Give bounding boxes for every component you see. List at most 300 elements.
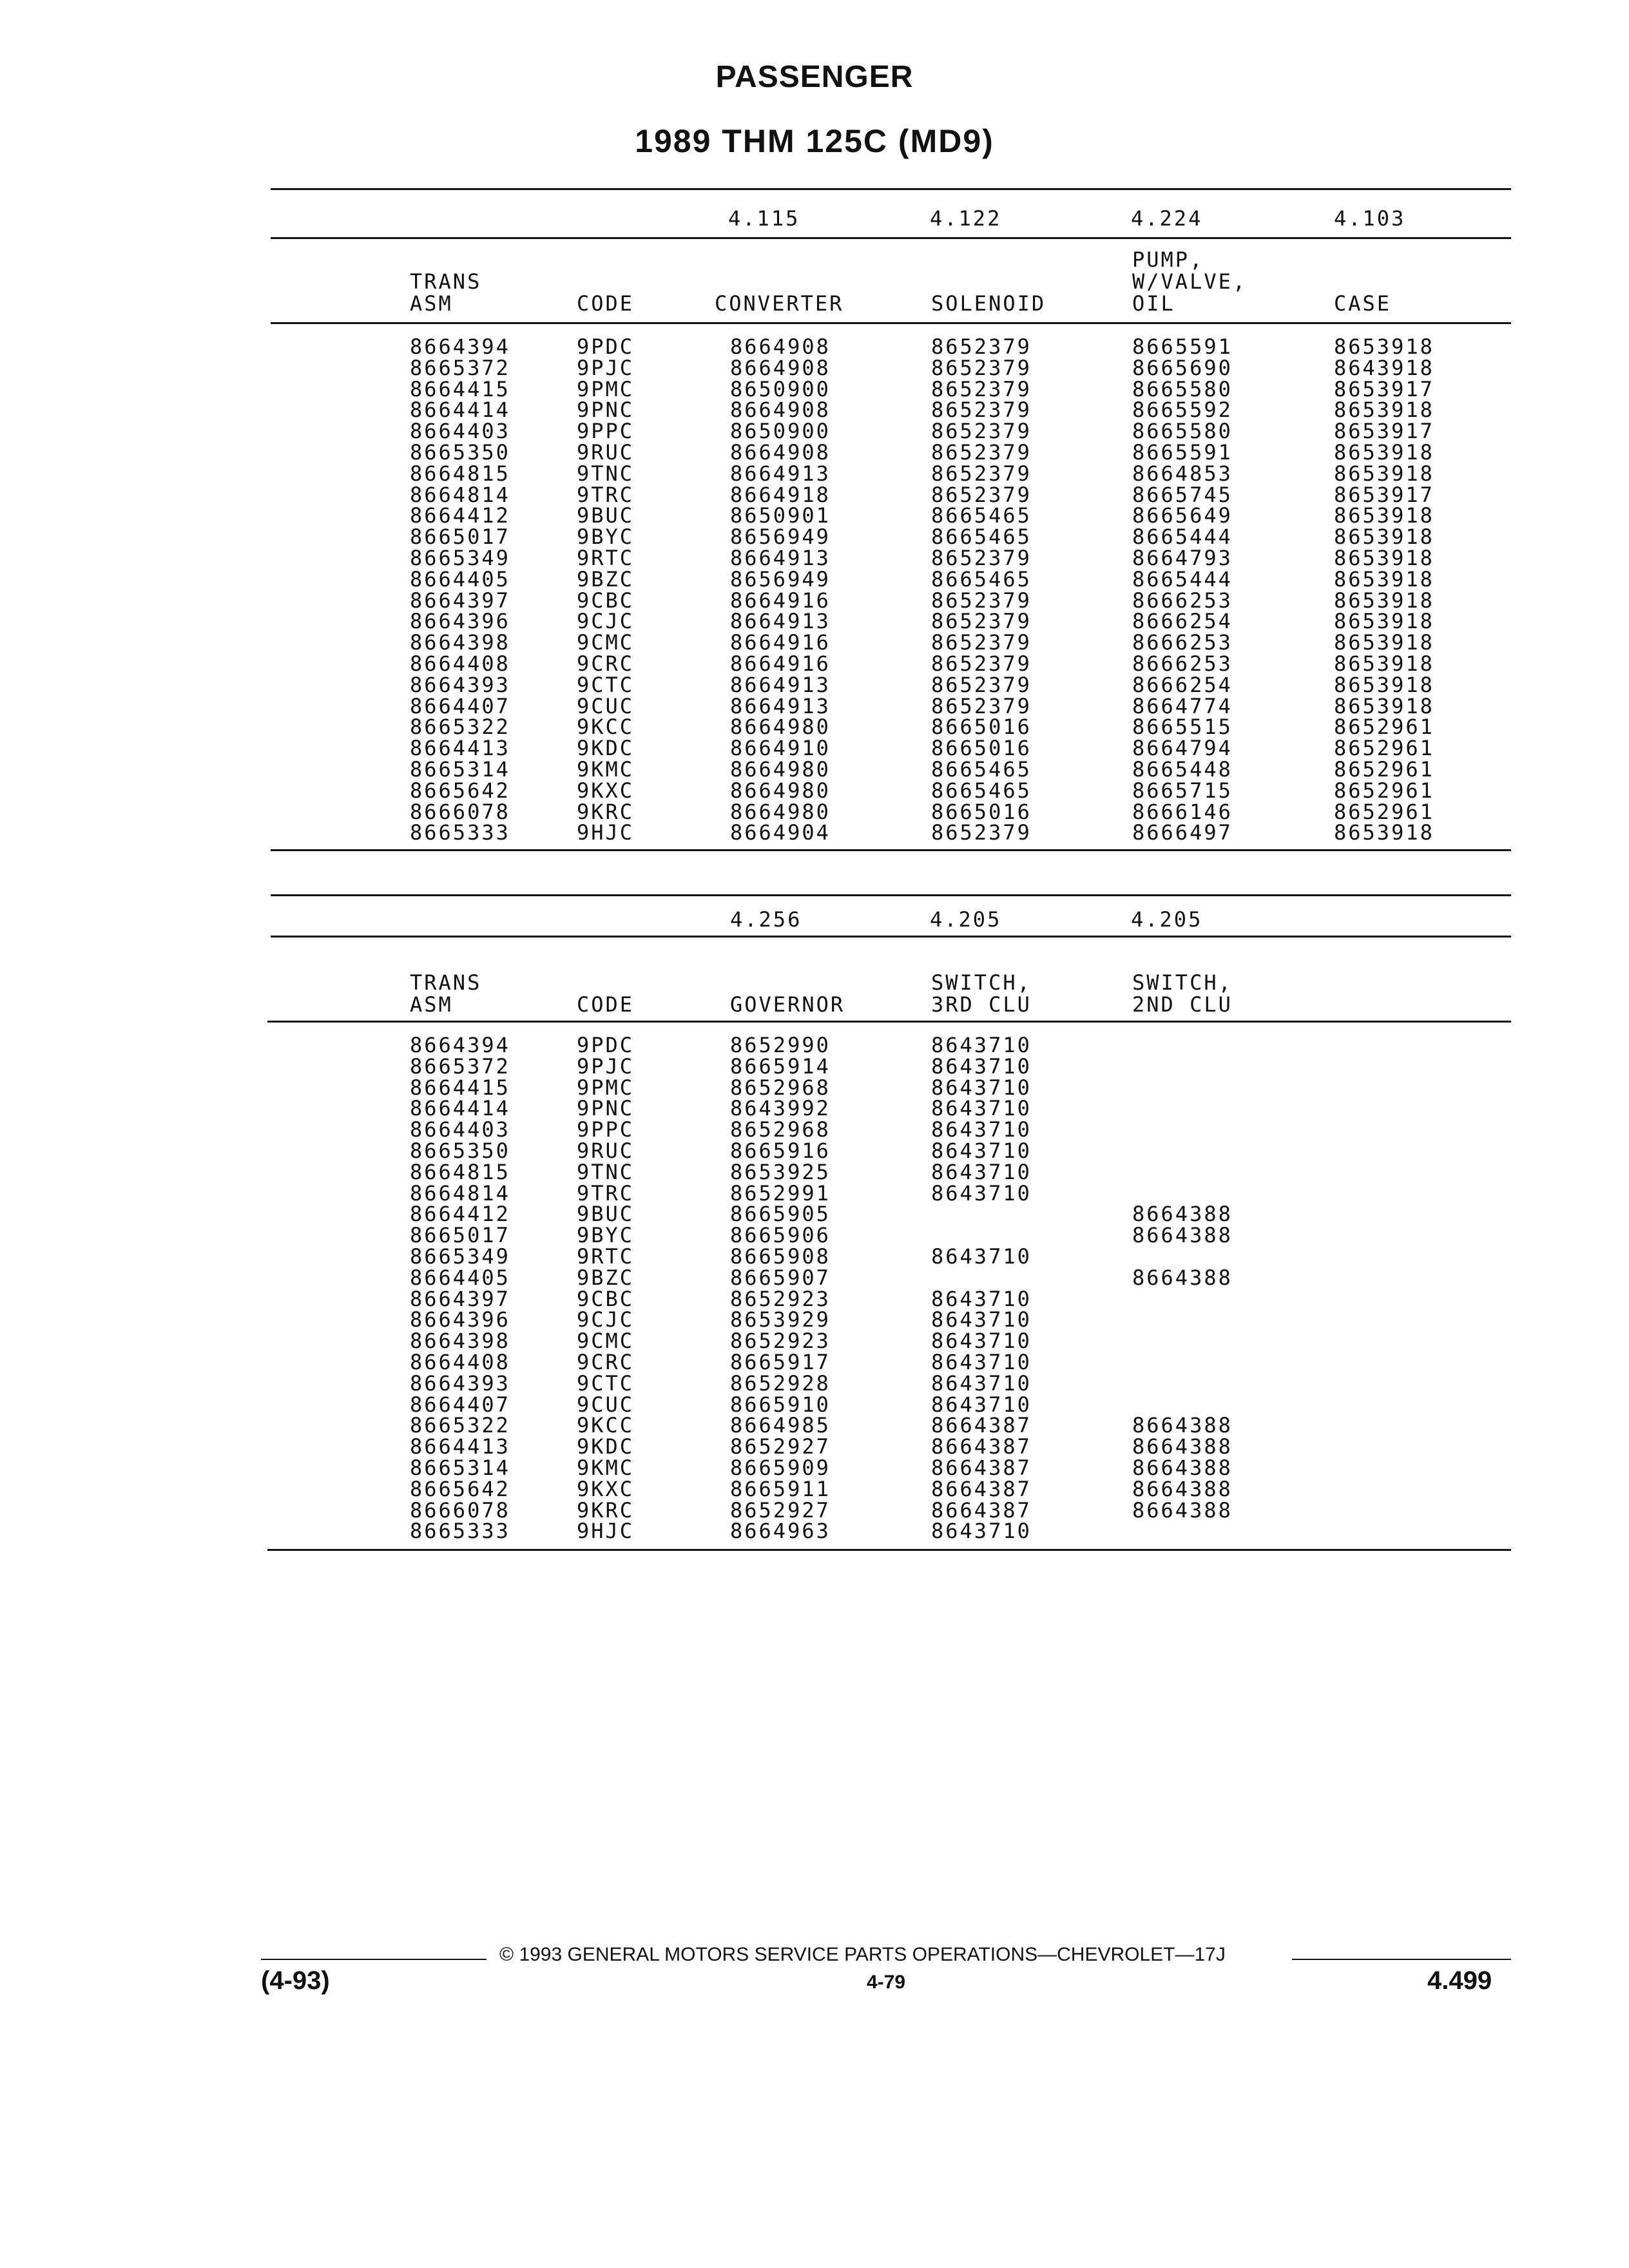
table2-cell-switch3: 8664387 bbox=[931, 1455, 1032, 1480]
table2-cell-switch3: 8643710 bbox=[931, 1286, 1032, 1311]
table1-cell-code: 9PMC bbox=[577, 376, 635, 401]
table1-header-pump: PUMP, W/VALVE, OIL bbox=[1132, 247, 1248, 316]
table2-cell-switch3: 8664387 bbox=[931, 1476, 1032, 1501]
table2-cell-asm: 8664407 bbox=[410, 1392, 510, 1417]
table2-cell-governor: 8653929 bbox=[730, 1307, 831, 1332]
table2-cell-switch2 bbox=[1132, 1331, 1233, 1352]
table2-cell-governor: 8664985 bbox=[730, 1413, 831, 1438]
table1-cell-pump: 8666254 bbox=[1132, 609, 1233, 634]
table1-cell-code: 9KCC bbox=[577, 715, 635, 740]
table2-cell-code: 9KMC bbox=[577, 1455, 635, 1480]
table2-cell-switch2 bbox=[1132, 1352, 1233, 1373]
footer-page-ref: 4-79 bbox=[867, 1972, 906, 1993]
table2-cell-governor: 8664963 bbox=[730, 1519, 831, 1544]
table2-header-switch3: SWITCH, 3RD CLU bbox=[931, 970, 1032, 1017]
table2-cell-code: 9CRC bbox=[577, 1349, 635, 1374]
table2-header-trans: TRANS ASM bbox=[410, 970, 482, 1017]
footer-revision: (4-93) bbox=[261, 1966, 330, 1995]
table1-cell-pump: 8665591 bbox=[1132, 439, 1233, 465]
table1-cell-asm: 8665349 bbox=[410, 545, 510, 570]
table2-cell-code: 9CJC bbox=[577, 1307, 635, 1332]
table2-cell-switch2 bbox=[1132, 1289, 1233, 1310]
table2-group-number: 4.256 bbox=[730, 907, 802, 932]
table1-cell-converter: 8664913 bbox=[730, 609, 831, 634]
table2-cell-code: 9CMC bbox=[577, 1329, 635, 1354]
table1-group-number: 4.224 bbox=[1131, 206, 1203, 231]
table1-cell-asm: 8666078 bbox=[410, 799, 510, 824]
table1-cell-pump: 8665448 bbox=[1132, 756, 1233, 782]
footer-rule-left bbox=[261, 1959, 487, 1960]
table1-cell-converter: 8664980 bbox=[730, 756, 831, 782]
table2-cell-governor: 8652928 bbox=[730, 1370, 831, 1396]
table1-cell-case: 8653918 bbox=[1334, 609, 1434, 634]
table1-cell-code: 9RUC bbox=[577, 439, 635, 465]
table1-cell-code: 9RTC bbox=[577, 545, 635, 570]
table1-cell-asm: 8664413 bbox=[410, 736, 510, 761]
table1-cell-converter: 8664908 bbox=[730, 398, 831, 423]
table1-cell-code: 9KXC bbox=[577, 778, 635, 803]
table2-cell-switch2: 8664388 bbox=[1132, 1476, 1233, 1501]
table1-cell-pump: 8665580 bbox=[1132, 376, 1233, 401]
table1-cell-asm: 8664405 bbox=[410, 566, 510, 591]
table2-cell-code: 9BUC bbox=[577, 1202, 635, 1227]
table1-cell-code: 9BUC bbox=[577, 503, 635, 528]
table1-cell-solenoid: 8665465 bbox=[931, 503, 1032, 528]
table1-cell-solenoid: 8652379 bbox=[931, 588, 1032, 613]
table1-cell-asm: 8664814 bbox=[410, 482, 510, 507]
table2-header-code: CODE bbox=[577, 992, 635, 1017]
table2-cell-switch3: 8643710 bbox=[931, 1053, 1032, 1079]
table2-cell-governor: 8665917 bbox=[730, 1349, 831, 1374]
table2-cell-switch3 bbox=[931, 1267, 1032, 1289]
table2-cell-governor: 8665910 bbox=[730, 1392, 831, 1417]
table1-bottom-rule bbox=[271, 849, 1511, 851]
table1-cell-case: 8653918 bbox=[1334, 524, 1434, 550]
table1-cell-converter: 8650901 bbox=[730, 503, 831, 528]
table2-cell-switch2: 8664388 bbox=[1132, 1497, 1233, 1523]
table2-cell-code: 9CUC bbox=[577, 1392, 635, 1417]
table1-cell-case: 8652961 bbox=[1334, 778, 1434, 803]
table1-cell-asm: 8664398 bbox=[410, 630, 510, 655]
table2-cell-code: 9TRC bbox=[577, 1180, 635, 1206]
table1-cell-pump: 8664794 bbox=[1132, 736, 1233, 761]
table2-cell-switch3: 8643710 bbox=[931, 1180, 1032, 1206]
table2-cell-governor: 8643992 bbox=[730, 1096, 831, 1121]
table1-cell-code: 9HJC bbox=[577, 820, 635, 845]
table2-cell-code: 9PJC bbox=[577, 1053, 635, 1079]
table2-cell-code: 9PPC bbox=[577, 1117, 635, 1142]
table1-cell-code: 9KDC bbox=[577, 736, 635, 761]
table2-cell-code: 9KDC bbox=[577, 1434, 635, 1459]
table1-group-number: 4.115 bbox=[728, 206, 800, 231]
table2-cell-asm: 8665642 bbox=[410, 1476, 510, 1501]
table2-cell-asm: 8665314 bbox=[410, 1455, 510, 1480]
table1-cell-converter: 8664980 bbox=[730, 715, 831, 740]
table1-cell-case: 8653918 bbox=[1334, 630, 1434, 655]
table2-cell-governor: 8652968 bbox=[730, 1117, 831, 1142]
table1-col-asm bbox=[410, 336, 510, 843]
table1-col-case bbox=[1334, 336, 1434, 843]
table2-cell-governor: 8652991 bbox=[730, 1180, 831, 1206]
table1-cell-asm: 8664815 bbox=[410, 461, 510, 486]
table2-cell-switch2 bbox=[1132, 1140, 1233, 1162]
table2-cell-governor: 8652923 bbox=[730, 1286, 831, 1311]
table2-cell-code: 9KCC bbox=[577, 1413, 635, 1438]
table1-cell-case: 8653918 bbox=[1334, 503, 1434, 528]
table1-cell-converter: 8664916 bbox=[730, 651, 831, 676]
footer-section: 4.499 bbox=[1427, 1966, 1492, 1995]
table2-col-switch2 bbox=[1132, 1035, 1233, 1542]
table2-cell-code: 9PDC bbox=[577, 1033, 635, 1057]
table2-cell-asm: 8664398 bbox=[410, 1329, 510, 1354]
table2-cell-governor: 8665905 bbox=[730, 1202, 831, 1227]
table1-header-code: CODE bbox=[577, 291, 635, 316]
table1-cell-pump: 8665715 bbox=[1132, 778, 1233, 803]
table1-cell-pump: 8665649 bbox=[1132, 503, 1233, 528]
table1-cell-asm: 8664414 bbox=[410, 398, 510, 423]
table2-cell-switch3: 8643710 bbox=[931, 1370, 1032, 1396]
table1-cell-case: 8652961 bbox=[1334, 736, 1434, 761]
table1-cell-code: 9CMC bbox=[577, 630, 635, 655]
table1-cell-converter: 8664908 bbox=[730, 355, 831, 380]
table2-cell-switch3: 8643710 bbox=[931, 1349, 1032, 1374]
table2-cell-switch2 bbox=[1132, 1035, 1233, 1056]
table1-cell-code: 9PPC bbox=[577, 419, 635, 444]
table2-cell-code: 9PNC bbox=[577, 1096, 635, 1121]
table2-col-governor bbox=[730, 1035, 831, 1542]
table1-cell-converter: 8664913 bbox=[730, 672, 831, 697]
table1-cell-asm: 8664412 bbox=[410, 503, 510, 528]
table1-cell-pump: 8666253 bbox=[1132, 651, 1233, 676]
table1-cell-case: 8653918 bbox=[1334, 566, 1434, 591]
table2-cell-asm: 8665017 bbox=[410, 1223, 510, 1248]
table1-cell-asm: 8665350 bbox=[410, 439, 510, 465]
table1-cell-solenoid: 8652379 bbox=[931, 461, 1032, 486]
table1-cell-solenoid: 8652379 bbox=[931, 693, 1032, 718]
table2-cell-switch2 bbox=[1132, 1394, 1233, 1416]
table1-cell-asm: 8664407 bbox=[410, 693, 510, 718]
table1-cell-asm: 8665642 bbox=[410, 778, 510, 803]
table1-top-rule bbox=[271, 188, 1511, 190]
table2-cell-asm: 8664413 bbox=[410, 1434, 510, 1459]
table1-cell-pump: 8666146 bbox=[1132, 799, 1233, 824]
table2-cell-asm: 8664408 bbox=[410, 1349, 510, 1374]
table2-cell-switch2 bbox=[1132, 1119, 1233, 1140]
table1-cell-case: 8653918 bbox=[1334, 545, 1434, 570]
table1-cell-asm: 8664393 bbox=[410, 672, 510, 697]
table2-top-rule bbox=[271, 894, 1511, 896]
table1-cell-case: 8653918 bbox=[1334, 693, 1434, 718]
table1-cell-code: 9KRC bbox=[577, 799, 635, 824]
table1-group-number: 4.122 bbox=[930, 206, 1002, 231]
table2-cell-asm: 8664815 bbox=[410, 1159, 510, 1184]
table1-cell-converter: 8664908 bbox=[730, 334, 831, 359]
table2-cell-switch3: 8643710 bbox=[931, 1519, 1032, 1544]
table1-cell-asm: 8664397 bbox=[410, 588, 510, 613]
table2-group-number: 4.205 bbox=[1131, 907, 1203, 932]
table2-cell-switch2 bbox=[1132, 1056, 1233, 1077]
table2-cell-governor: 8652927 bbox=[730, 1497, 831, 1523]
table1-cell-code: 9PDC bbox=[577, 334, 635, 359]
table2-group-number: 4.205 bbox=[930, 907, 1002, 932]
table2-cell-code: 9BZC bbox=[577, 1265, 635, 1290]
table1-cell-solenoid: 8652379 bbox=[931, 672, 1032, 697]
table2-cell-asm: 8664412 bbox=[410, 1202, 510, 1227]
table1-cell-pump: 8664774 bbox=[1132, 693, 1233, 718]
table2-header-switch2: SWITCH, 2ND CLU bbox=[1132, 970, 1233, 1017]
table1-cell-solenoid: 8652379 bbox=[931, 545, 1032, 570]
table2-cell-governor: 8652990 bbox=[730, 1033, 831, 1057]
table2-cell-asm: 8664814 bbox=[410, 1180, 510, 1206]
table1-header-solenoid: SOLENOID bbox=[931, 291, 1046, 316]
table1-cell-code: 9CTC bbox=[577, 672, 635, 697]
table2-cell-asm: 8665350 bbox=[410, 1138, 510, 1163]
table2-cell-governor: 8665914 bbox=[730, 1053, 831, 1079]
table2-cell-asm: 8664393 bbox=[410, 1370, 510, 1396]
table1-cell-solenoid: 8665465 bbox=[931, 566, 1032, 591]
table1-cell-case: 8653918 bbox=[1334, 588, 1434, 613]
table2-cell-switch3: 8664387 bbox=[931, 1434, 1032, 1459]
table1-cell-asm: 8664396 bbox=[410, 609, 510, 634]
footer-rule-right bbox=[1292, 1959, 1511, 1960]
table1-cell-asm: 8665333 bbox=[410, 820, 510, 845]
table2-cell-switch2: 8664388 bbox=[1132, 1265, 1233, 1290]
table2-cell-asm: 8664415 bbox=[410, 1075, 510, 1100]
table1-cell-code: 9TRC bbox=[577, 482, 635, 507]
table1-cell-converter: 8664980 bbox=[730, 778, 831, 803]
table1-cell-pump: 8665580 bbox=[1132, 419, 1233, 444]
table1-cell-asm: 8664403 bbox=[410, 419, 510, 444]
table1-cell-case: 8653917 bbox=[1334, 419, 1434, 444]
table1-cell-case: 8653918 bbox=[1334, 820, 1434, 845]
table2-cell-governor: 8652927 bbox=[730, 1434, 831, 1459]
table1-cell-solenoid: 8665465 bbox=[931, 524, 1032, 550]
table2-cell-asm: 8664394 bbox=[410, 1033, 510, 1057]
table1-cell-asm: 8665372 bbox=[410, 355, 510, 380]
table2-cell-governor: 8653925 bbox=[730, 1159, 831, 1184]
table1-cell-pump: 8664793 bbox=[1132, 545, 1233, 570]
table2-bottom-rule bbox=[267, 1549, 1511, 1551]
table2-cell-switch3: 8643710 bbox=[931, 1329, 1032, 1354]
table1-cell-case: 8653918 bbox=[1334, 461, 1434, 486]
table1-cell-code: 9CUC bbox=[577, 693, 635, 718]
table1-group-rule bbox=[271, 237, 1511, 239]
table2-cell-switch3: 8643710 bbox=[931, 1307, 1032, 1332]
table1-cell-solenoid: 8652379 bbox=[931, 820, 1032, 845]
table2-cell-switch3: 8643710 bbox=[931, 1096, 1032, 1121]
table1-cell-solenoid: 8652379 bbox=[931, 630, 1032, 655]
table2-cell-asm: 8665372 bbox=[410, 1053, 510, 1079]
table1-cell-converter: 8664916 bbox=[730, 588, 831, 613]
table1-cell-pump: 8664853 bbox=[1132, 461, 1233, 486]
table1-cell-code: 9BZC bbox=[577, 566, 635, 591]
table1-cell-solenoid: 8652379 bbox=[931, 376, 1032, 401]
table1-cell-pump: 8665444 bbox=[1132, 524, 1233, 550]
table2-cell-switch3 bbox=[931, 1204, 1032, 1225]
table1-cell-case: 8643918 bbox=[1334, 355, 1434, 380]
table2-cell-code: 9PMC bbox=[577, 1075, 635, 1100]
table2-cell-code: 9TNC bbox=[577, 1159, 635, 1184]
table1-cell-pump: 8666253 bbox=[1132, 630, 1233, 655]
table2-cell-code: 9HJC bbox=[577, 1519, 635, 1544]
table1-cell-code: 9CBC bbox=[577, 588, 635, 613]
table2-cell-code: 9RUC bbox=[577, 1138, 635, 1163]
table2-cell-asm: 8665333 bbox=[410, 1519, 510, 1544]
table2-cell-asm: 8666078 bbox=[410, 1497, 510, 1523]
table2-col-code bbox=[577, 1035, 634, 1542]
table1-cell-converter: 8656949 bbox=[730, 524, 831, 550]
table1-cell-converter: 8664913 bbox=[730, 693, 831, 718]
table1-col-code bbox=[577, 336, 634, 843]
table2-cell-switch2: 8664388 bbox=[1132, 1223, 1233, 1248]
table2-cell-code: 9KRC bbox=[577, 1497, 635, 1523]
table1-cell-asm: 8665322 bbox=[410, 715, 510, 740]
table2-cell-code: 9BYC bbox=[577, 1223, 635, 1248]
page-title: PASSENGER bbox=[715, 60, 914, 94]
table1-cell-solenoid: 8652379 bbox=[931, 398, 1032, 423]
table2-cell-switch2 bbox=[1132, 1373, 1233, 1394]
table2-cell-asm: 8664414 bbox=[410, 1096, 510, 1121]
table1-cell-asm: 8664394 bbox=[410, 334, 510, 359]
table1-cell-solenoid: 8665016 bbox=[931, 736, 1032, 761]
table2-cell-switch2: 8664388 bbox=[1132, 1413, 1233, 1438]
table1-cell-converter: 8656949 bbox=[730, 566, 831, 591]
table2-cell-governor: 8665916 bbox=[730, 1138, 831, 1163]
table1-cell-pump: 8666497 bbox=[1132, 820, 1233, 845]
table2-cell-switch2: 8664388 bbox=[1132, 1455, 1233, 1480]
table2-header-governor: GOVERNOR bbox=[730, 992, 845, 1017]
table1-cell-solenoid: 8665016 bbox=[931, 715, 1032, 740]
table1-cell-pump: 8665444 bbox=[1132, 566, 1233, 591]
table2-cell-switch2 bbox=[1132, 1246, 1233, 1267]
table1-cell-pump: 8666254 bbox=[1132, 672, 1233, 697]
table1-cell-solenoid: 8652379 bbox=[931, 439, 1032, 465]
table2-cell-switch3: 8643710 bbox=[931, 1138, 1032, 1163]
table2-cell-governor: 8652968 bbox=[730, 1075, 831, 1100]
table2-cell-governor: 8665908 bbox=[730, 1244, 831, 1269]
table2-cell-switch3: 8643710 bbox=[931, 1244, 1032, 1269]
table1-cell-code: 9TNC bbox=[577, 461, 635, 486]
table2-col-switch3 bbox=[931, 1035, 1032, 1542]
table1-cell-solenoid: 8652379 bbox=[931, 651, 1032, 676]
table1-col-converter bbox=[730, 336, 831, 843]
table1-cell-pump: 8665592 bbox=[1132, 398, 1233, 423]
table1-cell-pump: 8665690 bbox=[1132, 355, 1233, 380]
table1-cell-converter: 8664913 bbox=[730, 545, 831, 570]
table1-header-converter: CONVERTER bbox=[715, 291, 844, 316]
table1-cell-converter: 8664913 bbox=[730, 461, 831, 486]
table2-cell-switch3 bbox=[931, 1225, 1032, 1246]
table1-cell-case: 8652961 bbox=[1334, 799, 1434, 824]
table2-cell-switch3: 8664387 bbox=[931, 1413, 1032, 1438]
table1-cell-code: 9KMC bbox=[577, 756, 635, 782]
table1-cell-asm: 8665314 bbox=[410, 756, 510, 782]
table1-cell-case: 8652961 bbox=[1334, 756, 1434, 782]
table1-cell-pump: 8666253 bbox=[1132, 588, 1233, 613]
table1-cell-case: 8653918 bbox=[1334, 651, 1434, 676]
table2-cell-switch3: 8643710 bbox=[931, 1159, 1032, 1184]
table1-cell-converter: 8664918 bbox=[730, 482, 831, 507]
table1-col-solenoid bbox=[931, 336, 1032, 843]
table2-cell-switch3: 8643710 bbox=[931, 1075, 1032, 1100]
table1-cell-code: 9CJC bbox=[577, 609, 635, 634]
table2-cell-asm: 8665349 bbox=[410, 1244, 510, 1269]
table2-cell-governor: 8665906 bbox=[730, 1223, 831, 1248]
table1-cell-pump: 8665515 bbox=[1132, 715, 1233, 740]
table2-col-asm bbox=[410, 1035, 510, 1542]
table1-cell-asm: 8664408 bbox=[410, 651, 510, 676]
table2-cell-switch2 bbox=[1132, 1098, 1233, 1119]
table2-cell-switch2: 8664388 bbox=[1132, 1202, 1233, 1227]
table2-cell-switch3: 8643710 bbox=[931, 1392, 1032, 1417]
table1-header-rule bbox=[271, 322, 1511, 324]
table1-cell-case: 8653918 bbox=[1334, 672, 1434, 697]
table2-cell-asm: 8664403 bbox=[410, 1117, 510, 1142]
table1-cell-solenoid: 8665465 bbox=[931, 778, 1032, 803]
table1-cell-solenoid: 8652379 bbox=[931, 355, 1032, 380]
table2-cell-asm: 8664396 bbox=[410, 1307, 510, 1332]
table2-cell-switch2 bbox=[1132, 1309, 1233, 1331]
table2-cell-code: 9CTC bbox=[577, 1370, 635, 1396]
table2-cell-switch2 bbox=[1132, 1162, 1233, 1183]
table1-cell-pump: 8665745 bbox=[1132, 482, 1233, 507]
table2-cell-switch3: 8643710 bbox=[931, 1117, 1032, 1142]
footer-copyright: © 1993 GENERAL MOTORS SERVICE PARTS OPERATIONS—CHEVROLET—17J bbox=[499, 1944, 1226, 1965]
table1-cell-asm: 8665017 bbox=[410, 524, 510, 550]
table1-cell-solenoid: 8652379 bbox=[931, 482, 1032, 507]
table1-header-trans: TRANS ASM bbox=[410, 269, 482, 316]
table1-cell-solenoid: 8652379 bbox=[931, 609, 1032, 634]
table1-cell-code: 9PJC bbox=[577, 355, 635, 380]
table1-cell-solenoid: 8652379 bbox=[931, 334, 1032, 359]
table1-cell-converter: 8650900 bbox=[730, 376, 831, 401]
table2-header-rule bbox=[267, 1021, 1511, 1023]
table2-cell-governor: 8665907 bbox=[730, 1265, 831, 1290]
table1-group-number: 4.103 bbox=[1334, 206, 1406, 231]
table1-cell-code: 9CRC bbox=[577, 651, 635, 676]
table1-cell-case: 8653917 bbox=[1334, 482, 1434, 507]
table1-cell-case: 8653918 bbox=[1334, 334, 1434, 359]
table2-cell-code: 9KXC bbox=[577, 1476, 635, 1501]
table1-cell-converter: 8664916 bbox=[730, 630, 831, 655]
table1-cell-case: 8653918 bbox=[1334, 398, 1434, 423]
table2-cell-switch2: 8664388 bbox=[1132, 1434, 1233, 1459]
table1-cell-case: 8653918 bbox=[1334, 439, 1434, 465]
table1-header-case: CASE bbox=[1334, 291, 1392, 316]
table2-cell-governor: 8665911 bbox=[730, 1476, 831, 1501]
table2-cell-switch3: 8643710 bbox=[931, 1033, 1032, 1057]
table2-cell-governor: 8665909 bbox=[730, 1455, 831, 1480]
page-subtitle: 1989 THM 125C (MD9) bbox=[635, 123, 994, 159]
table1-cell-code: 9PNC bbox=[577, 398, 635, 423]
table1-col-pump bbox=[1132, 336, 1233, 843]
table2-cell-switch2 bbox=[1132, 1521, 1233, 1542]
table2-cell-switch2 bbox=[1132, 1183, 1233, 1204]
table2-cell-asm: 8664405 bbox=[410, 1265, 510, 1290]
table2-cell-code: 9RTC bbox=[577, 1244, 635, 1269]
table1-cell-case: 8653917 bbox=[1334, 376, 1434, 401]
table1-cell-pump: 8665591 bbox=[1132, 334, 1233, 359]
table2-group-rule bbox=[271, 936, 1511, 937]
table2-cell-asm: 8664397 bbox=[410, 1286, 510, 1311]
table1-cell-converter: 8664908 bbox=[730, 439, 831, 465]
table1-cell-asm: 8664415 bbox=[410, 376, 510, 401]
table1-cell-case: 8652961 bbox=[1334, 715, 1434, 740]
table2-cell-code: 9CBC bbox=[577, 1286, 635, 1311]
table1-cell-converter: 8664904 bbox=[730, 820, 831, 845]
table1-cell-code: 9BYC bbox=[577, 524, 635, 550]
table2-cell-switch2 bbox=[1132, 1077, 1233, 1099]
